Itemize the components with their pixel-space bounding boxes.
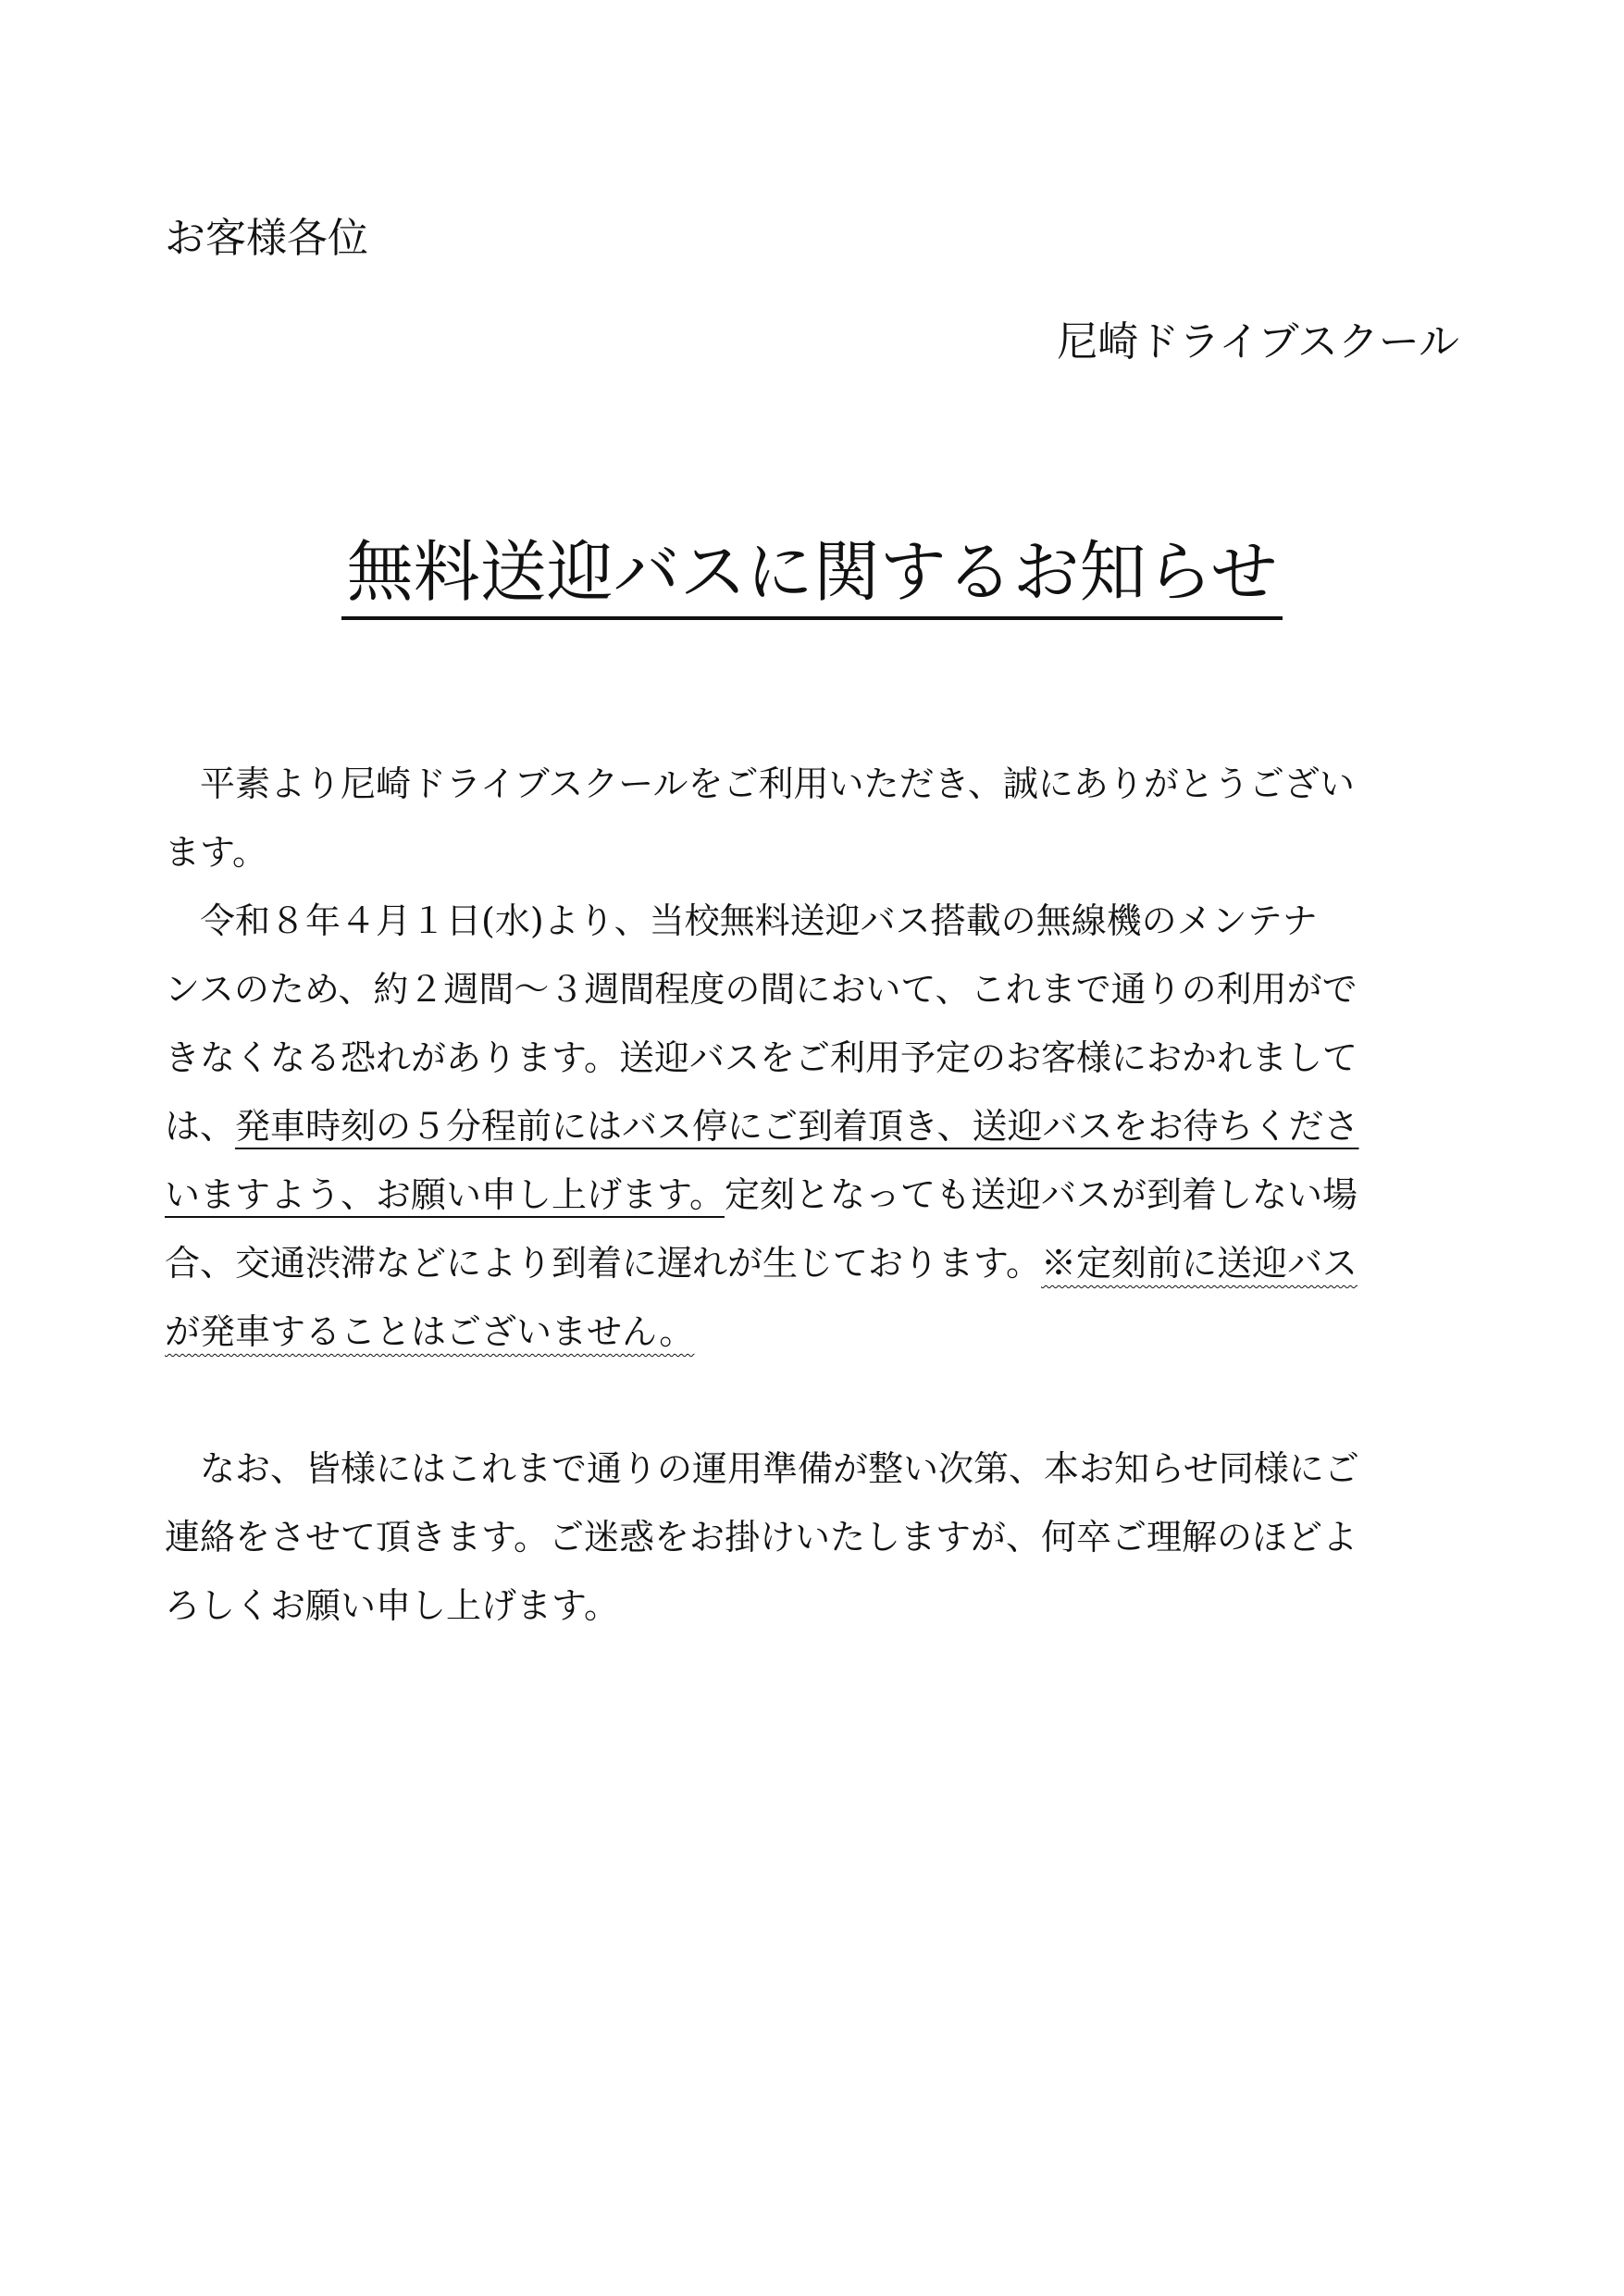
text-run: なお、皆様にはこれまで通りの運用準備が整い次第、本お知らせ同様にご <box>165 1448 1359 1489</box>
sender-name: 尼崎ドライブスクール <box>1057 318 1459 366</box>
body-line <box>165 1571 1460 1640</box>
body-line <box>165 1434 1460 1503</box>
text-run: ンスのため、約２週間～３週間程度の間において、これまで通りの利用がで <box>165 969 1357 1010</box>
wavy-underlined-text: が発車することはございません。 <box>165 1311 695 1352</box>
text-run: 合、交通渋滞などにより到着に遅れが生じております。 <box>165 1243 1041 1284</box>
text-run: きなくなる恐れがあります。送迎バスをご利用予定のお客様におかれまして <box>165 1037 1357 1078</box>
notice-body <box>165 750 1460 1640</box>
addressee: お客様各位 <box>165 215 368 262</box>
body-line <box>165 1297 1460 1366</box>
body-line <box>165 750 1460 818</box>
title-text: 無料送迎バスに関するお知らせ <box>341 529 1283 620</box>
text-run: 令和８年４月１日(水)より、当校無料送迎バス搭載の無線機のメンテナ <box>165 900 1318 941</box>
underlined-text: いますよう、お願い申し上げます。 <box>165 1174 725 1215</box>
wavy-underlined-text: ※定刻前に送迎バス <box>1040 1243 1357 1284</box>
text-run: 連絡をさせて頂きます。ご迷惑をお掛けいたしますが、何卒ご理解のほどよ <box>165 1517 1357 1558</box>
text-run: 平素より尼崎ドライブスクールをご利用いただき、誠にありがとうござい <box>165 763 1355 804</box>
text-run: は、 <box>165 1106 236 1147</box>
body-line <box>165 887 1460 955</box>
body-line <box>165 1229 1460 1297</box>
underlined-text: 発車時刻の５分程前にはバス停にご到着頂き、送迎バスをお待ちくださ <box>235 1106 1359 1147</box>
paragraph-spacer <box>165 1366 1460 1434</box>
body-line <box>165 1024 1460 1092</box>
text-run: ろしくお願い申し上げます。 <box>165 1585 619 1626</box>
body-line <box>165 1092 1460 1160</box>
body-line <box>165 1160 1460 1229</box>
body-line <box>165 818 1460 887</box>
body-line <box>165 1503 1460 1571</box>
body-line <box>165 955 1460 1024</box>
text-run: ます。 <box>165 832 267 873</box>
page-title <box>0 529 1624 620</box>
text-run: 定刻となっても送迎バスが到着しない場 <box>724 1174 1357 1215</box>
